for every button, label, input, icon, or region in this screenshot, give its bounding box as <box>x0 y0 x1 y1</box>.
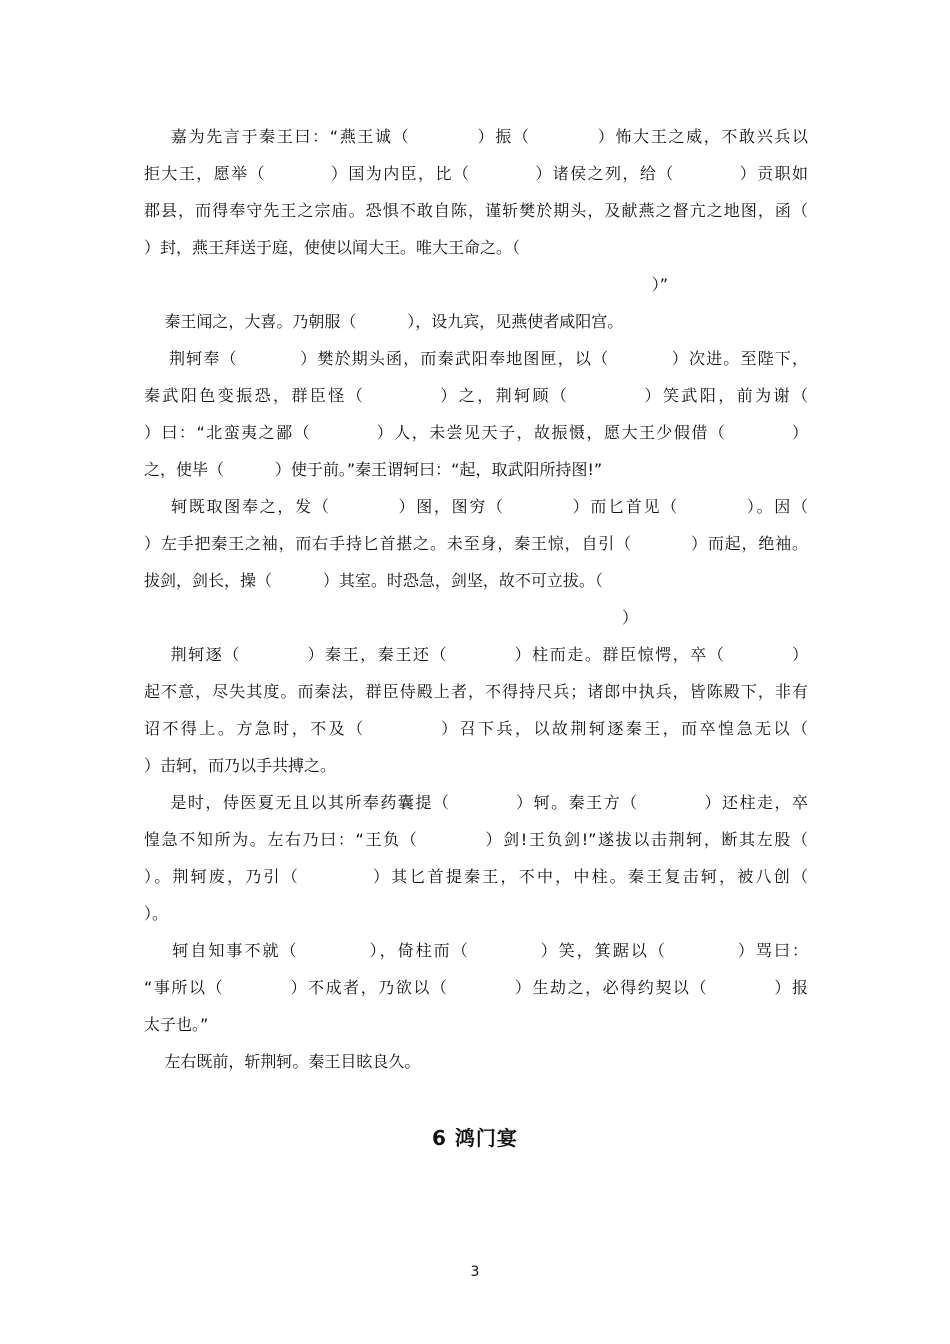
text-line: ）封，燕王拜送于庭，使使以闻大王。唯大王命之。（ <box>144 238 521 257</box>
text-line: 秦王闻之，大喜。乃朝服（ ），设九宾，见燕使者咸阳宫。 <box>144 312 624 331</box>
text-line: 嘉为先言于秦王曰：“燕王诚（ ）振（ ）怖大王之威，不敢兴兵以 <box>144 127 808 146</box>
text-line: 惶急不知所为。左右乃曰：“王负（ ）剑!王负剑!”遂拔以击荆轲，断其左股（ <box>144 830 808 849</box>
text-line: ）击轲，而乃以手共搏之。 <box>144 756 337 775</box>
text-line: “事所以（ ）不成者，乃欲以（ ）生劫之，必得约契以（ ）报 <box>144 978 808 997</box>
page-number: 3 <box>470 1264 480 1280</box>
text-line: ） <box>621 608 638 627</box>
section-heading: 6 鸿门宴 <box>432 1126 518 1150</box>
text-line: 是时，侍医夏无且以其所奉药囊提（ ）轲。秦王方（ ）还柱走，卒 <box>144 793 808 812</box>
text-line: 轲既取图奉之，发（ ）图，图穷（ ）而匕首见（ ）。因（ <box>144 497 808 516</box>
text-line: 拒大王，愿举（ ）国为内臣，比（ ）诸侯之列，给（ ）贡职如 <box>144 164 808 183</box>
text-line: 左右既前，斩荆轲。秦王目眩良久。 <box>144 1052 421 1071</box>
text-line: 拔剑，剑长，操（ ）其室。时恐急，剑坚，故不可立拔。（ <box>144 571 603 590</box>
text-line: ）。 <box>144 904 169 923</box>
text-line: ）” <box>651 275 668 294</box>
text-line: ）。荆轲废，乃引（ ）其匕首提秦王，不中，中柱。秦王复击轲，被八创（ <box>144 867 808 886</box>
text-line: 诏不得上。方急时，不及（ ）召下兵，以故荆轲逐秦王，而卒惶急无以（ <box>144 719 808 738</box>
passage-body <box>144 118 808 1080</box>
text-line: 太子也。” <box>144 1015 209 1034</box>
text-line: 之，使毕（ ）使于前。”秦王谓轲曰：“起，取武阳所持图!” <box>144 460 603 479</box>
text-line: 荆轲逐（ ）秦王，秦王还（ ）柱而走。群臣惊愕，卒（ ） <box>144 645 808 664</box>
text-line: ）左手把秦王之袖，而右手持匕首揕之。未至身，秦王惊，自引（ ）而起，绝袖。 <box>144 534 808 553</box>
text-line: 起不意，尽失其度。而秦法，群臣侍殿上者，不得持尺兵；诸郎中执兵，皆陈殿下，非有 <box>144 682 808 701</box>
text-line: 荆轲奉（ ）樊於期头函，而秦武阳奉地图匣，以（ ）次进。至陛下， <box>144 349 808 368</box>
text-line: ）曰：“北蛮夷之鄙（ ）人，未尝见天子，故振慑，愿大王少假借（ ） <box>144 423 808 442</box>
text-line: 郡县，而得奉守先王之宗庙。恐惧不敢自陈，谨斩樊於期头，及献燕之督亢之地图，函（ <box>144 201 808 220</box>
text-line: 轲自知事不就（ ），倚柱而（ ）笑，箕踞以（ ）骂曰： <box>144 941 808 960</box>
text-line: 秦武阳色变振恐，群臣怪（ ）之，荆轲顾（ ）笑武阳，前为谢（ <box>144 386 808 405</box>
